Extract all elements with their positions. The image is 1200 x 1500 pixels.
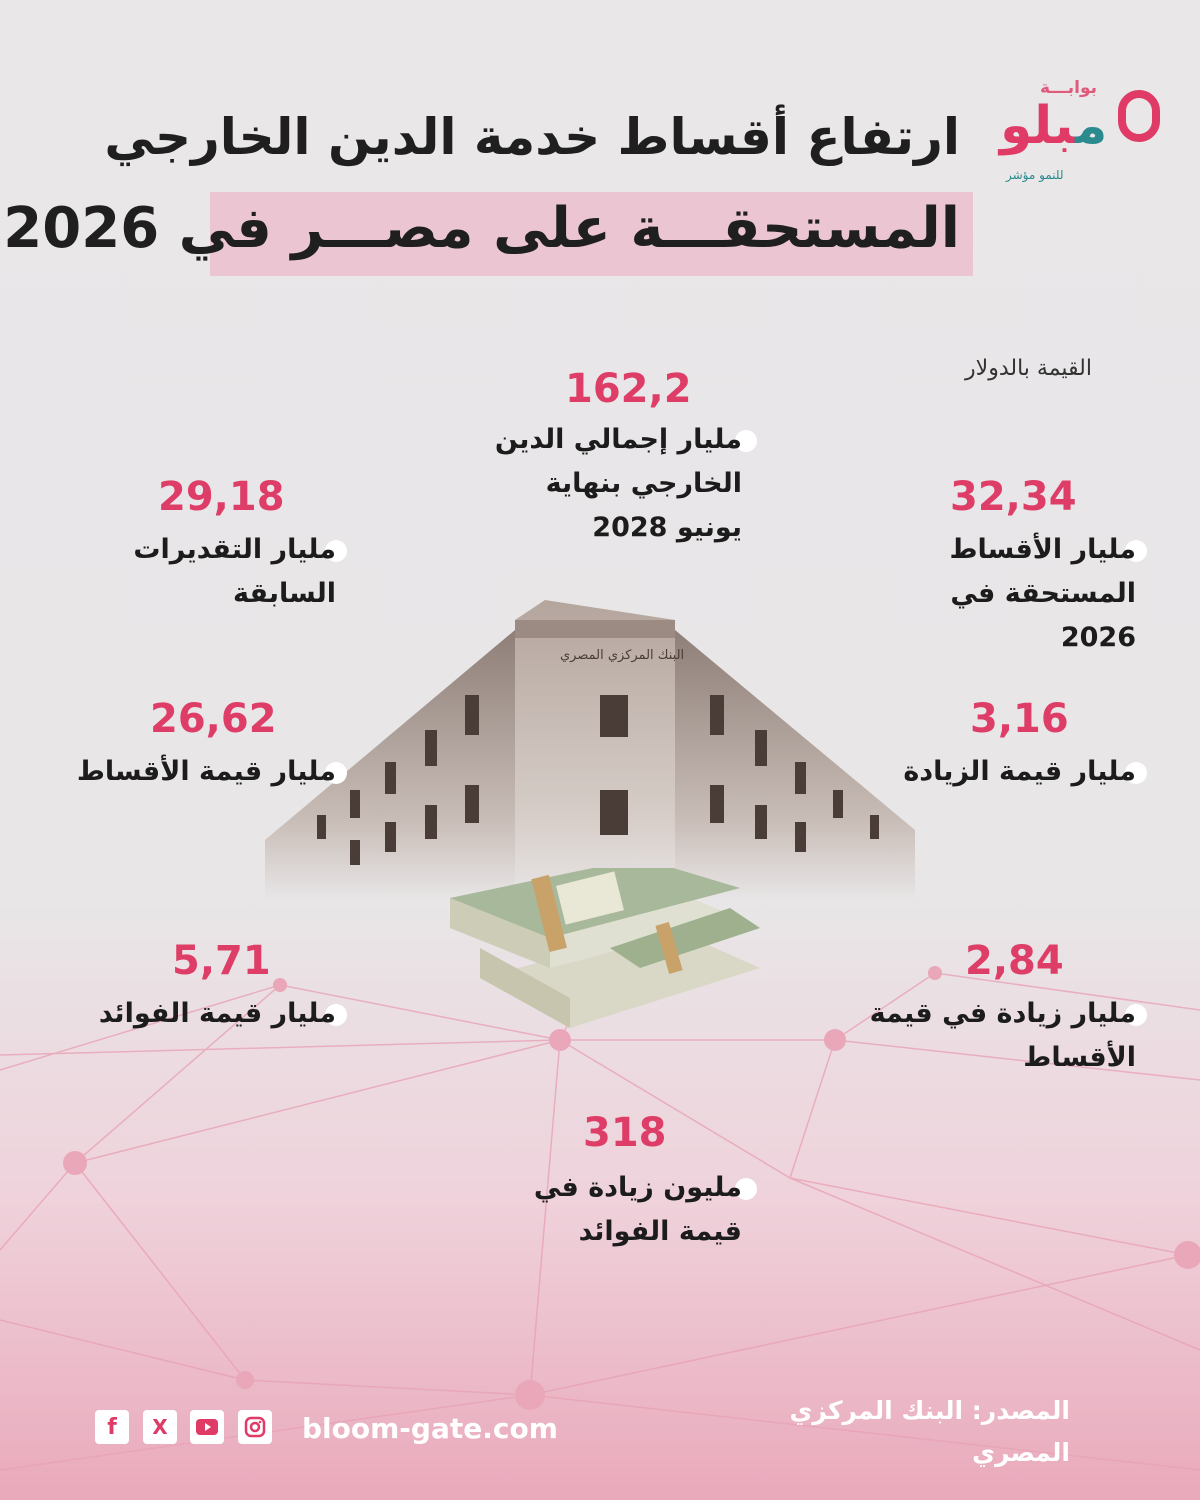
stat-previous-estimates-label: مليار التقديرات السابقة xyxy=(133,534,336,609)
stat-previous-estimates-value: 29,18 xyxy=(158,474,285,520)
stat-interest-label: مليار قيمة الفوائد xyxy=(98,998,336,1029)
stat-installments-value: 26,62 xyxy=(150,696,277,742)
stat-installments-2026-label: مليار الأقساط المستحقة في 2026 xyxy=(949,534,1136,653)
youtube-icon[interactable] xyxy=(190,1410,224,1444)
stat-installments-label: مليار قيمة الأقساط xyxy=(76,756,336,787)
stat-total-debt-value: 162,2 xyxy=(565,366,692,412)
stat-installments-increase-label: مليار زيادة في قيمة الأقساط xyxy=(869,998,1136,1073)
money-stack-illustration xyxy=(440,868,770,1038)
logo-tagline: للنمو مؤشر xyxy=(1006,168,1064,182)
unit-note: القيمة بالدولار xyxy=(965,356,1092,381)
stat-total-debt-label: مليار إجمالي الدين الخارجي بنهاية يونيو 2028 xyxy=(494,424,742,543)
brand-logo xyxy=(1000,78,1175,188)
x-icon[interactable]: X xyxy=(143,1410,177,1444)
stat-interest-increase-value: 318 xyxy=(583,1110,667,1156)
stat-interest-value: 5,71 xyxy=(172,938,271,984)
page-title-line2: المستحقـــة على مصـــر في 2026 xyxy=(3,196,960,261)
facebook-icon[interactable]: f xyxy=(95,1410,129,1444)
stat-increase-label: مليار قيمة الزيادة xyxy=(903,756,1136,787)
stat-increase-value: 3,16 xyxy=(970,696,1069,742)
instagram-icon[interactable] xyxy=(238,1410,272,1444)
microphone-icon xyxy=(1118,90,1160,142)
stat-interest-increase-label: مليون زيادة في قيمة الفوائد xyxy=(533,1172,742,1247)
page-title-line1: ارتفاع أقساط خدمة الدين الخارجي xyxy=(104,108,960,166)
logo-gate-text: بوابـــة xyxy=(1040,78,1097,98)
logo-wordmark: مبلو xyxy=(1000,96,1108,156)
source-note: المصدر: البنك المركزي المصري xyxy=(789,1396,1070,1467)
building-sign: البنك المركزي المصري xyxy=(560,648,685,663)
stat-installments-2026-value: 32,34 xyxy=(950,474,1077,520)
stat-installments-increase-value: 2,84 xyxy=(965,938,1064,984)
website-link[interactable]: bloom-gate.com xyxy=(302,1412,558,1445)
